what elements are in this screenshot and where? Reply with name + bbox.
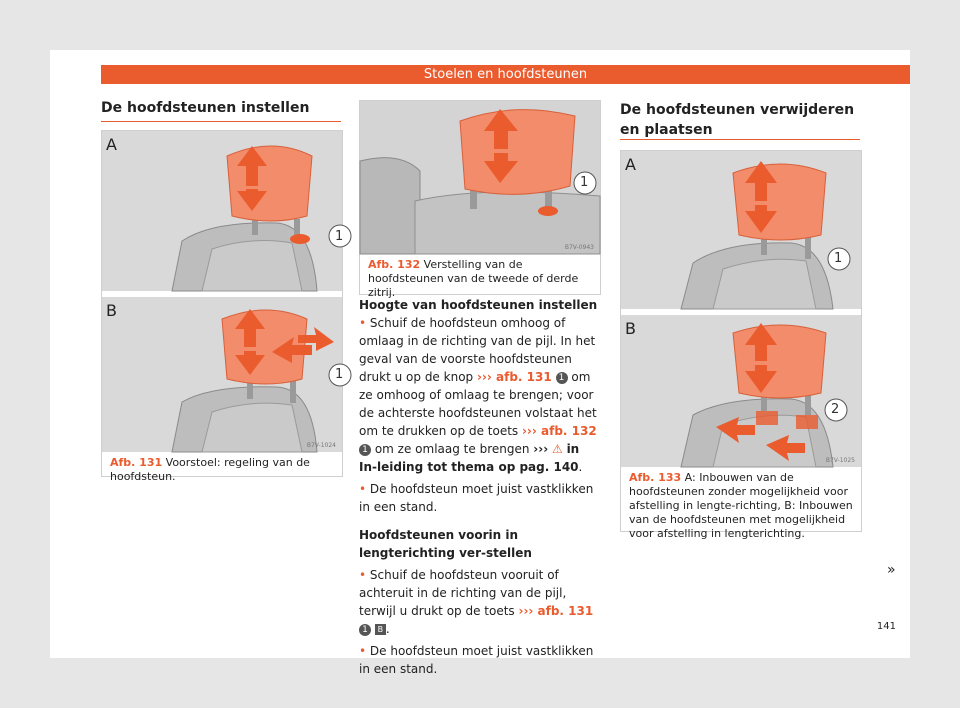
callout-marker: 1	[556, 372, 568, 384]
bullet-icon: •	[359, 644, 367, 658]
cross-reference-link[interactable]: in In-leiding tot thema op pag. 140	[359, 442, 580, 474]
figure-code: B7V-1025	[825, 457, 855, 464]
callout-marker: 1	[359, 624, 371, 636]
callout-2: 2	[831, 402, 840, 417]
figure-code: B7V-0943	[564, 244, 594, 251]
figure-133-panel-a	[621, 151, 861, 309]
paragraph-text: .	[385, 622, 390, 636]
paragraph-text: om ze omlaag te brengen	[374, 442, 530, 456]
figure-reference-link[interactable]: ››› afb. 132	[521, 424, 597, 438]
figure-133-panel-b	[621, 315, 861, 467]
paragraph-text: De hoofdsteun moet juist vastklikken in een stand.	[359, 482, 594, 514]
section-heading-verwijderen: De hoofdsteunen verwijderen en plaatsen	[620, 102, 855, 138]
callout-1: 1	[335, 229, 344, 244]
continued-marker: »	[887, 562, 896, 578]
warning-icon: ⚠	[551, 442, 563, 456]
arrow-marker: ›››	[533, 442, 549, 456]
bullet-icon: •	[359, 316, 367, 330]
caption-ref: Afb. 133	[629, 471, 682, 484]
figure-code: B7V-1024	[306, 442, 336, 449]
caption-ref: Afb. 131	[110, 456, 163, 469]
figure-131-panel-b	[102, 297, 342, 452]
figure-reference-link[interactable]: ››› afb. 131	[476, 370, 552, 384]
figure-132	[359, 100, 601, 299]
paragraph-text: Schuif de hoofdsteun omhoog of omlaag in de richting van de pijl. In het geval van de voorste hoofdsteunen drukt u op de knop	[359, 316, 596, 384]
bullet-icon: •	[359, 482, 367, 496]
callout-1: 1	[834, 251, 843, 266]
bullet-paragraph	[359, 480, 601, 516]
subsection-title-lengte: Hoofdsteunen voorin in lengterichting ver-stellen	[359, 528, 532, 560]
heading-rule	[620, 139, 860, 140]
figure-131	[101, 130, 344, 483]
middle-text-column	[359, 296, 601, 678]
panel-label-b: B	[106, 301, 117, 320]
figure-reference-link[interactable]: ››› afb. 131	[518, 604, 594, 618]
manual-page	[50, 50, 910, 676]
bullet-icon: •	[359, 568, 367, 582]
panel-label-a: A	[625, 155, 636, 174]
figure-132-caption	[368, 258, 596, 300]
figure-132-image	[360, 101, 600, 254]
chapter-header: Stoelen en hoofdsteunen	[101, 65, 910, 84]
section-heading-instellen: De hoofdsteunen instellen	[101, 100, 310, 116]
caption-text: Voorstoel: regeling van de hoofdsteun.	[110, 456, 310, 483]
bullet-paragraph	[359, 642, 601, 678]
subsection-title-hoogte: Hoogte van hoofdsteunen instellen	[359, 298, 598, 312]
paragraph-text: De hoofdsteun moet juist vastklikken in een stand.	[359, 644, 594, 676]
callout-marker: 1	[359, 444, 371, 456]
heading-rule	[101, 121, 341, 122]
page-number: 141	[876, 621, 896, 632]
paragraph-text: Schuif de hoofdsteun vooruit of achteruit in de richting van de pijl, terwijl u drukt op de toets	[359, 568, 567, 618]
panel-label-b: B	[625, 319, 636, 338]
panel-label-a: A	[106, 135, 117, 154]
paragraph-text: .	[578, 460, 583, 474]
paragraph-text: om ze omhoog of omlaag te brengen; voor de achterste hoofdsteunen volstaat het om te drukken op de toets	[359, 370, 597, 438]
figure-131-caption	[110, 456, 338, 484]
caption-text: Verstelling van de hoofdsteunen van de tweede of derde zitrij.	[368, 258, 579, 299]
callout-1: 1	[580, 175, 589, 190]
caption-text: A: Inbouwen van de hoofdsteunen zonder mogelijkheid voor afstelling in lengte-richting, B: Inbouwen van de hoofdsteunen met mogelijkheid voor afstelling in lengterichting.	[629, 471, 853, 540]
bullet-paragraph	[359, 314, 601, 476]
figure-133	[620, 150, 862, 540]
figure-133-caption	[629, 471, 855, 541]
callout-1-b: 1	[335, 367, 344, 382]
figure-131-panel-a	[102, 131, 342, 291]
panel-marker: B	[375, 624, 386, 635]
bullet-paragraph	[359, 566, 601, 638]
caption-ref: Afb. 132	[368, 258, 421, 271]
